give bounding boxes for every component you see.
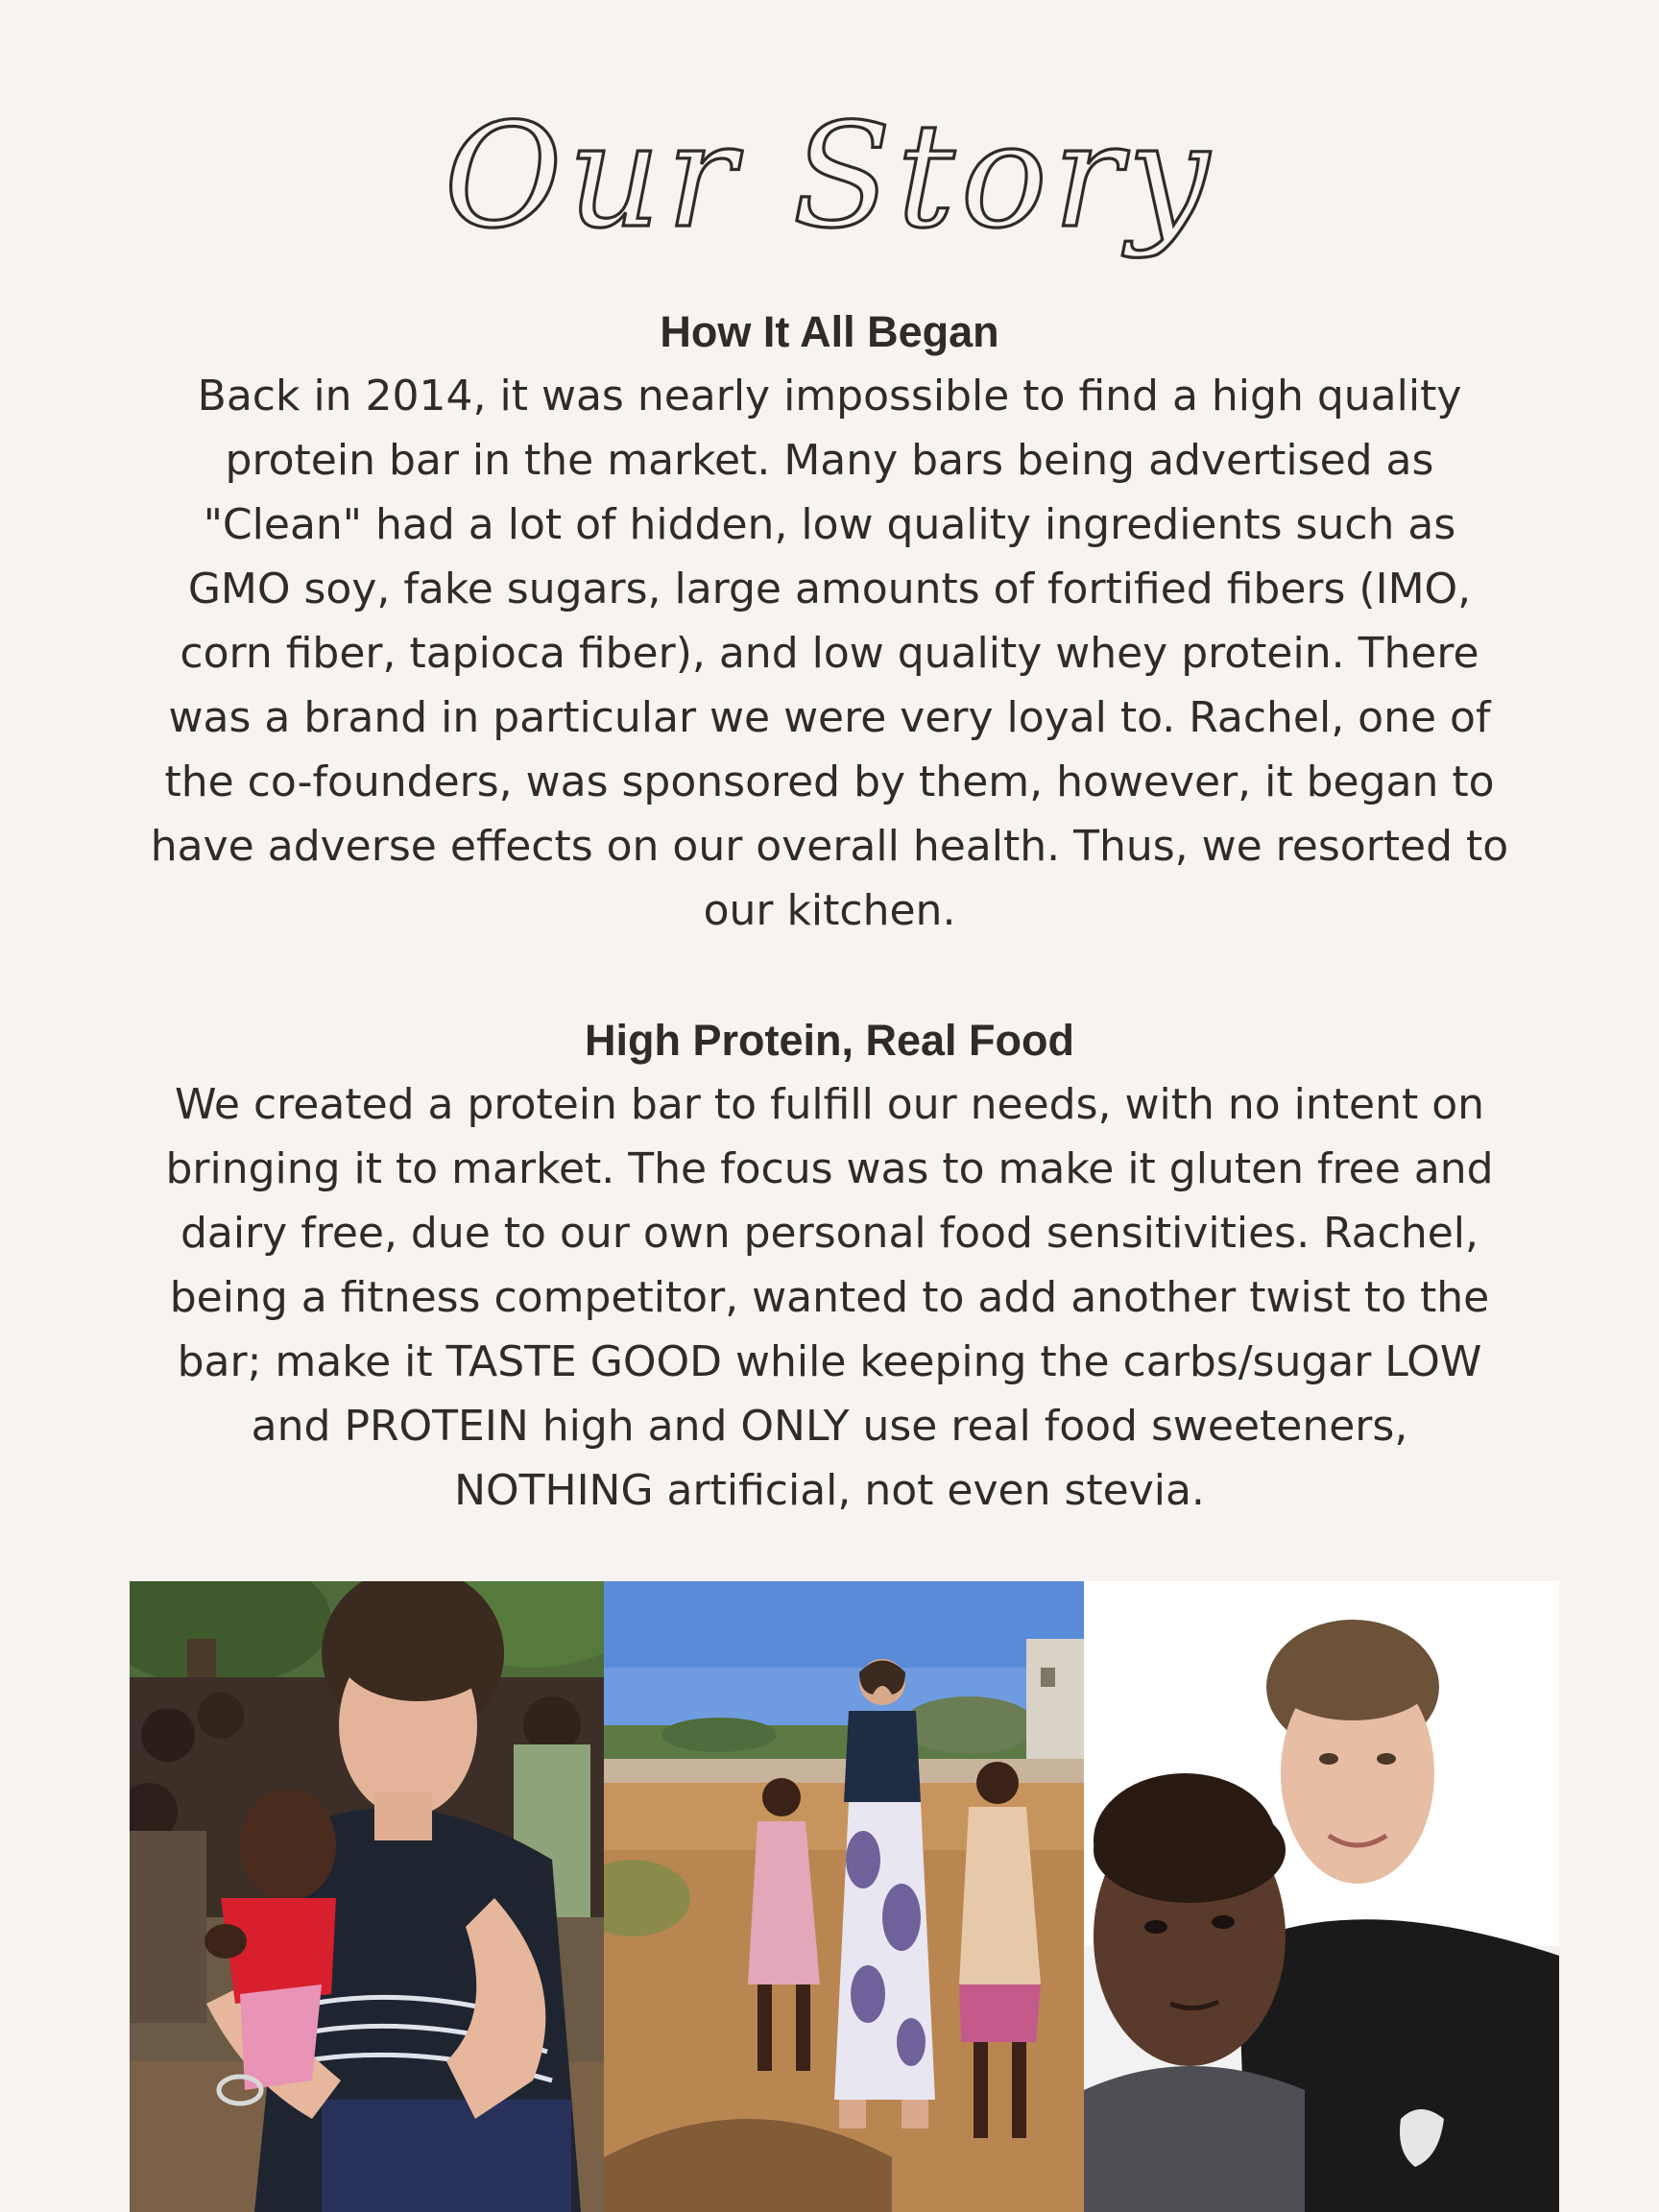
woman-holding-baby-photo [130,1581,604,2212]
body-line: protein bar in the market. Many bars being advertised as [225,436,1434,485]
body-line: GMO soy, fake sugars, large amounts of fortified fibers (IMO, [187,565,1472,613]
body-line: have adverse effects on our overall health. Thus, we resorted to [150,822,1509,871]
section-heading: How It All Began [660,307,999,356]
section-high-protein-real-food [106,1008,1553,1523]
body-line: the co-founders, was sponsored by them, however, it began to [164,757,1495,806]
body-line: NOTHING artificial, not even stevia. [454,1466,1205,1515]
body-line: corn fiber, tapioca fiber), and low quality whey protein. There [180,629,1479,678]
man-with-boy-photo [1084,1581,1559,2212]
body-line: and PROTEIN high and ONLY use real food sweeteners, [251,1402,1408,1451]
body-line: We created a protein bar to fulfill our needs, with no intent on [174,1080,1485,1129]
section-how-it-all-began [106,300,1553,943]
section-body [106,1072,1553,1523]
body-line: bar; make it TASTE GOOD while keeping the carbs/sugar LOW [177,1337,1482,1386]
body-line: our kitchen. [703,886,956,935]
woman-with-children-photo [604,1581,1084,2212]
section-body [106,364,1553,943]
body-line: dairy free, due to our own personal food sensitivities. Rachel, [180,1209,1479,1258]
page-title [0,53,1659,293]
title-text: Our Story [444,93,1215,260]
body-line: bringing it to market. The focus was to make it gluten free and [165,1144,1494,1193]
script-title-graphic [0,53,1659,293]
body-line: was a brand in particular we were very loyal to. Rachel, one of [168,693,1491,742]
body-line: Back in 2014, it was nearly impossible to find a high quality [197,372,1462,421]
body-line: being a fitness competitor, wanted to add another twist to the [169,1273,1490,1322]
photo-strip [130,1581,1559,2212]
body-line: "Clean" had a lot of hidden, low quality ingredients such as [203,500,1456,549]
section-heading: High Protein, Real Food [584,1016,1074,1065]
